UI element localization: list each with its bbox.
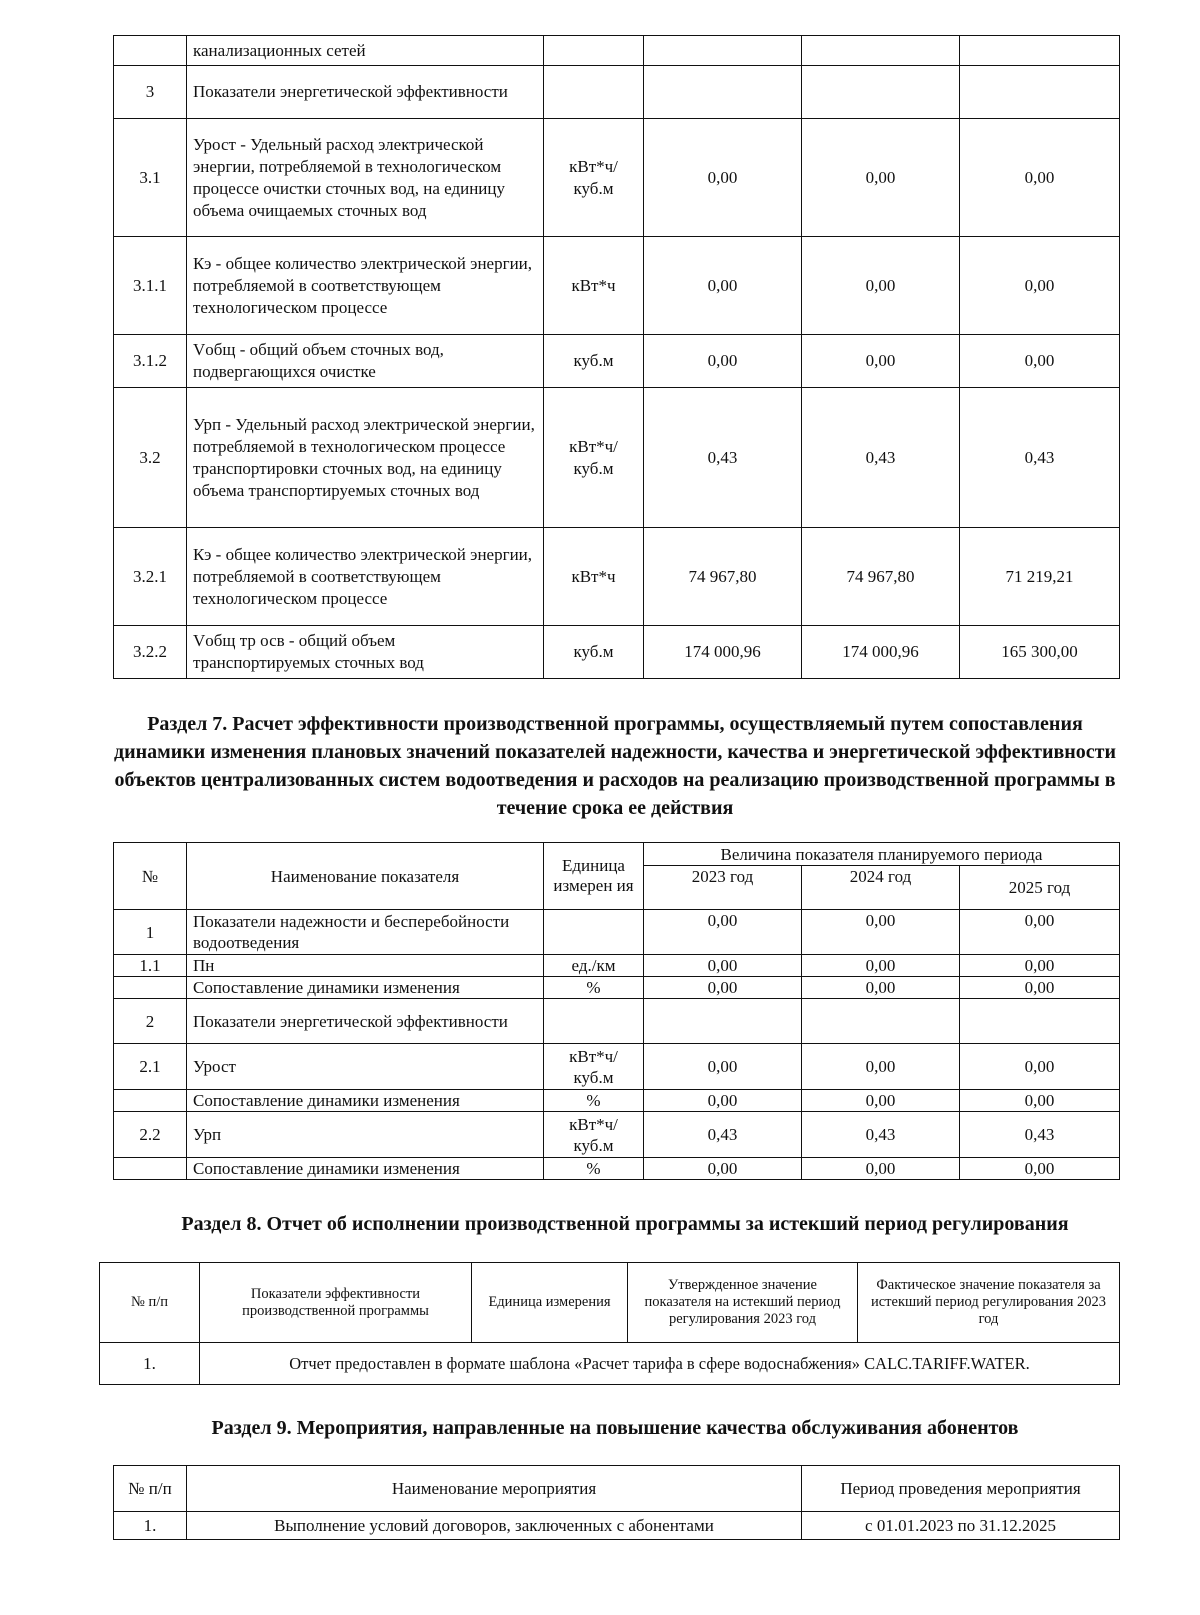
value-3 bbox=[960, 36, 1120, 66]
measure-name: Выполнение условий договоров, заключенных с абонентами bbox=[187, 1512, 802, 1540]
row-number: 3.1 bbox=[114, 119, 187, 237]
header-number: № п/п bbox=[100, 1263, 200, 1343]
value-3: 0,00 bbox=[960, 1158, 1120, 1180]
header-year-2025: 2025 год bbox=[960, 866, 1120, 910]
unit bbox=[544, 999, 644, 1044]
efficiency-calc-table bbox=[113, 842, 1120, 1180]
value-3: 0,43 bbox=[960, 1112, 1120, 1158]
row-number bbox=[114, 1158, 187, 1180]
value-1 bbox=[644, 66, 802, 119]
value-2: 0,00 bbox=[802, 119, 960, 237]
row-number: 3 bbox=[114, 66, 187, 119]
header-number: № п/п bbox=[114, 1466, 187, 1512]
section-7-title: Раздел 7. Расчет эффективности производственной программы, осуществляемый путем сопоставления динамики изменения плановых значений показателей надежности, качества и энергетической эффективности объектов централизованных систем водоотведения и расходов на реализацию производственной программы в течение срока ее действия bbox=[113, 713, 1117, 819]
value-3: 0,00 bbox=[960, 977, 1120, 999]
value-3 bbox=[960, 999, 1120, 1044]
unit: кВт*ч/ куб.м bbox=[544, 388, 644, 528]
unit: куб.м bbox=[544, 626, 644, 679]
value-2: 0,43 bbox=[802, 1112, 960, 1158]
value-3: 0,00 bbox=[960, 237, 1120, 335]
table-row bbox=[114, 1512, 1120, 1540]
value-3: 0,00 bbox=[960, 910, 1120, 955]
unit bbox=[544, 36, 644, 66]
table-row bbox=[114, 977, 1120, 999]
row-number: 3.1.2 bbox=[114, 335, 187, 388]
unit: кВт*ч/ куб.м bbox=[544, 119, 644, 237]
row-number: 3.1.1 bbox=[114, 237, 187, 335]
value-3: 0,00 bbox=[960, 335, 1120, 388]
table-row bbox=[114, 955, 1120, 977]
value-3: 71 219,21 bbox=[960, 528, 1120, 626]
row-number: 1.1 bbox=[114, 955, 187, 977]
unit: кВт*ч bbox=[544, 528, 644, 626]
row-number: 2 bbox=[114, 999, 187, 1044]
table-row bbox=[114, 528, 1120, 626]
indicator-name: Урп - Удельный расход электрической энергии, потребляемой в технологическом процессе транспортировки сточных вод, на единицу объема транспортируемых сточных вод bbox=[187, 388, 544, 528]
value-2 bbox=[802, 36, 960, 66]
value-1: 0,43 bbox=[644, 388, 802, 528]
measure-period: с 01.01.2023 по 31.12.2025 bbox=[802, 1512, 1120, 1540]
value-3: 0,00 bbox=[960, 955, 1120, 977]
table-row bbox=[114, 910, 1120, 955]
header-period: Величина показателя планируемого периода bbox=[644, 843, 1120, 866]
value-1: 0,00 bbox=[644, 910, 802, 955]
value-2 bbox=[802, 999, 960, 1044]
table-row bbox=[114, 1044, 1120, 1090]
header-year-2024: 2024 год bbox=[802, 866, 960, 910]
header-year-2023: 2023 год bbox=[644, 866, 802, 910]
value-1 bbox=[644, 999, 802, 1044]
indicator-name: Пн bbox=[187, 955, 544, 977]
table-row bbox=[114, 119, 1120, 237]
value-1: 0,00 bbox=[644, 237, 802, 335]
table-row bbox=[114, 626, 1120, 679]
value-1: 0,00 bbox=[644, 1044, 802, 1090]
unit: % bbox=[544, 1090, 644, 1112]
value-1: 0,43 bbox=[644, 1112, 802, 1158]
value-2 bbox=[802, 66, 960, 119]
section-9-title: Раздел 9. Мероприятия, направленные на повышение качества обслуживания абонентов bbox=[211, 1417, 1019, 1439]
header-unit: Единица измерения bbox=[472, 1263, 628, 1343]
header-actual-value: Фактическое значение показателя за истекший период регулирования 2023 год bbox=[858, 1263, 1120, 1343]
table-row bbox=[114, 66, 1120, 119]
header-number: № bbox=[114, 843, 187, 910]
indicator-name: Сопоставление динамики изменения bbox=[187, 977, 544, 999]
unit: % bbox=[544, 977, 644, 999]
unit bbox=[544, 66, 644, 119]
table-row bbox=[114, 388, 1120, 528]
unit bbox=[544, 910, 644, 955]
value-3 bbox=[960, 66, 1120, 119]
indicator-name: Показатели надежности и бесперебойности водоотведения bbox=[187, 910, 544, 955]
indicator-name: Урост bbox=[187, 1044, 544, 1090]
table-row bbox=[114, 1112, 1120, 1158]
indicator-name: Сопоставление динамики изменения bbox=[187, 1158, 544, 1180]
unit: ед./км bbox=[544, 955, 644, 977]
value-1: 0,00 bbox=[644, 1090, 802, 1112]
indicator-name: Урост - Удельный расход электрической энергии, потребляемой в технологическом процессе очистки сточных вод, на единицу объема очищаемых сточных вод bbox=[187, 119, 544, 237]
table-row bbox=[114, 1158, 1120, 1180]
value-2: 174 000,96 bbox=[802, 626, 960, 679]
value-3: 0,00 bbox=[960, 1090, 1120, 1112]
value-3: 0,00 bbox=[960, 1044, 1120, 1090]
table-row bbox=[114, 1090, 1120, 1112]
value-2: 74 967,80 bbox=[802, 528, 960, 626]
unit: кВт*ч/ куб.м bbox=[544, 1112, 644, 1158]
header-approved-value: Утвержденное значение показателя на истекший период регулирования 2023 год bbox=[628, 1263, 858, 1343]
indicator-name: Показатели энергетической эффективности bbox=[187, 66, 544, 119]
unit: кВт*ч/ куб.м bbox=[544, 1044, 644, 1090]
table-row bbox=[100, 1343, 1120, 1385]
value-3: 165 300,00 bbox=[960, 626, 1120, 679]
program-report-table bbox=[99, 1262, 1120, 1385]
header-row bbox=[114, 843, 1120, 866]
indicator-name: Кэ - общее количество электрической энергии, потребляемой в соответствующем технологическом процессе bbox=[187, 528, 544, 626]
value-2: 0,00 bbox=[802, 1158, 960, 1180]
indicator-name: Vобщ тр осв - общий объем транспортируемых сточных вод bbox=[187, 626, 544, 679]
table-row bbox=[114, 36, 1120, 66]
header-indicators: Показатели эффективности производственной программы bbox=[200, 1263, 472, 1343]
value-2: 0,43 bbox=[802, 388, 960, 528]
row-number bbox=[114, 36, 187, 66]
row-number: 2.1 bbox=[114, 1044, 187, 1090]
table-row bbox=[114, 335, 1120, 388]
header-row bbox=[114, 1466, 1120, 1512]
table-row bbox=[114, 999, 1120, 1044]
value-1: 0,00 bbox=[644, 977, 802, 999]
value-3: 0,43 bbox=[960, 388, 1120, 528]
value-1: 0,00 bbox=[644, 335, 802, 388]
indicator-name: канализационных сетей bbox=[187, 36, 544, 66]
unit: % bbox=[544, 1158, 644, 1180]
header-name: Наименование показателя bbox=[187, 843, 544, 910]
value-2: 0,00 bbox=[802, 335, 960, 388]
service-measures-table bbox=[113, 1465, 1120, 1540]
value-2: 0,00 bbox=[802, 955, 960, 977]
row-number: 3.2.1 bbox=[114, 528, 187, 626]
header-period: Период проведения мероприятия bbox=[802, 1466, 1120, 1512]
value-2: 0,00 bbox=[802, 1044, 960, 1090]
value-1: 0,00 bbox=[644, 119, 802, 237]
indicator-name: Урп bbox=[187, 1112, 544, 1158]
unit: кВт*ч bbox=[544, 237, 644, 335]
report-note: Отчет предоставлен в формате шаблона «Расчет тарифа в сфере водоснабжения» CALC.TARIFF.WATER. bbox=[200, 1343, 1120, 1385]
row-number: 3.2 bbox=[114, 388, 187, 528]
value-2: 0,00 bbox=[802, 237, 960, 335]
value-1: 74 967,80 bbox=[644, 528, 802, 626]
value-1: 0,00 bbox=[644, 1158, 802, 1180]
section-8-title: Раздел 8. Отчет об исполнении производственной программы за истекший период регулирования bbox=[181, 1213, 1069, 1235]
table-row bbox=[114, 237, 1120, 335]
value-3: 0,00 bbox=[960, 119, 1120, 237]
row-number: 2.2 bbox=[114, 1112, 187, 1158]
header-measure-name: Наименование мероприятия bbox=[187, 1466, 802, 1512]
header-row bbox=[100, 1263, 1120, 1343]
row-number: 1 bbox=[114, 910, 187, 955]
value-1 bbox=[644, 36, 802, 66]
header-unit: Единица измерен ия bbox=[544, 843, 644, 910]
value-1: 174 000,96 bbox=[644, 626, 802, 679]
row-number: 1. bbox=[114, 1512, 187, 1540]
value-2: 0,00 bbox=[802, 1090, 960, 1112]
value-1: 0,00 bbox=[644, 955, 802, 977]
unit: куб.м bbox=[544, 335, 644, 388]
indicator-name: Кэ - общее количество электрической энергии, потребляемой в соответствующем технологическом процессе bbox=[187, 237, 544, 335]
indicator-name: Vобщ - общий объем сточных вод, подвергающихся очистке bbox=[187, 335, 544, 388]
row-number: 3.2.2 bbox=[114, 626, 187, 679]
value-2: 0,00 bbox=[802, 977, 960, 999]
row-number bbox=[114, 977, 187, 999]
indicator-name: Сопоставление динамики изменения bbox=[187, 1090, 544, 1112]
value-2: 0,00 bbox=[802, 910, 960, 955]
indicator-name: Показатели энергетической эффективности bbox=[187, 999, 544, 1044]
energy-efficiency-table bbox=[113, 35, 1120, 679]
row-number: 1. bbox=[100, 1343, 200, 1385]
row-number bbox=[114, 1090, 187, 1112]
